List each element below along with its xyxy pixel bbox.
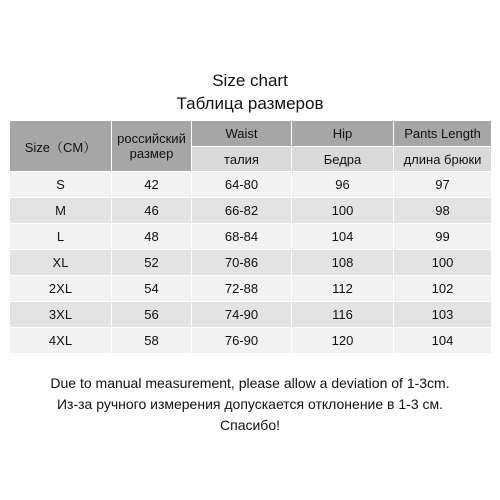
cell-waist: 72-88	[192, 276, 292, 302]
cell-size: XL	[10, 250, 112, 276]
cell-waist: 66-82	[192, 198, 292, 224]
footer-note-russian: Из-за ручного измерения допускается отклонение в 1-3 см.	[56, 396, 444, 412]
table-row	[10, 328, 492, 354]
cell-waist: 64-80	[192, 172, 292, 198]
cell-russian-size: 42	[112, 172, 192, 198]
cell-pants-length: 97	[394, 172, 492, 198]
table-row	[10, 172, 492, 198]
cell-hip: 120	[292, 328, 394, 354]
cell-waist: 68-84	[192, 224, 292, 250]
footer-note-english: Due to manual measurement, please allow a deviation of 1-3cm.	[50, 375, 450, 391]
header-waist: Waist	[192, 121, 292, 147]
cell-hip: 112	[292, 276, 394, 302]
cell-russian-size: 54	[112, 276, 192, 302]
header-hip: Hip	[292, 121, 394, 147]
table-row	[10, 224, 492, 250]
table-body	[10, 172, 492, 354]
header-waist-ru: талия	[192, 147, 292, 172]
cell-size: M	[10, 198, 112, 224]
header-size: Size（CM）	[10, 121, 112, 172]
cell-pants-length: 102	[394, 276, 492, 302]
cell-hip: 116	[292, 302, 394, 328]
cell-pants-length: 100	[394, 250, 492, 276]
header-row-main	[10, 121, 492, 147]
header-pants-ru: длина брюки	[394, 147, 492, 172]
cell-russian-size: 56	[112, 302, 192, 328]
cell-hip: 104	[292, 224, 394, 250]
header-russian-size: российский размер	[112, 121, 192, 172]
table-row	[10, 198, 492, 224]
cell-size: S	[10, 172, 112, 198]
cell-russian-size: 48	[112, 224, 192, 250]
table-row	[10, 276, 492, 302]
cell-pants-length: 98	[394, 198, 492, 224]
cell-russian-size: 46	[112, 198, 192, 224]
cell-pants-length: 99	[394, 224, 492, 250]
title-russian: Таблица размеров	[176, 94, 324, 113]
cell-size: 4XL	[10, 328, 112, 354]
cell-waist: 74-90	[192, 302, 292, 328]
cell-hip: 108	[292, 250, 394, 276]
cell-russian-size: 52	[112, 250, 192, 276]
cell-size: 2XL	[10, 276, 112, 302]
cell-waist: 70-86	[192, 250, 292, 276]
cell-hip: 96	[292, 172, 394, 198]
header-pants-length: Pants Length	[394, 121, 492, 147]
cell-pants-length: 104	[394, 328, 492, 354]
table-row	[10, 302, 492, 328]
header-hip-ru: Бедра	[292, 147, 394, 172]
title-english: Size chart	[212, 71, 288, 90]
size-table	[9, 120, 492, 354]
cell-russian-size: 58	[112, 328, 192, 354]
table-row	[10, 250, 492, 276]
cell-size: 3XL	[10, 302, 112, 328]
cell-size: L	[10, 224, 112, 250]
cell-waist: 76-90	[192, 328, 292, 354]
footer-thanks: Спасибо!	[220, 417, 280, 433]
cell-pants-length: 103	[394, 302, 492, 328]
cell-hip: 100	[292, 198, 394, 224]
